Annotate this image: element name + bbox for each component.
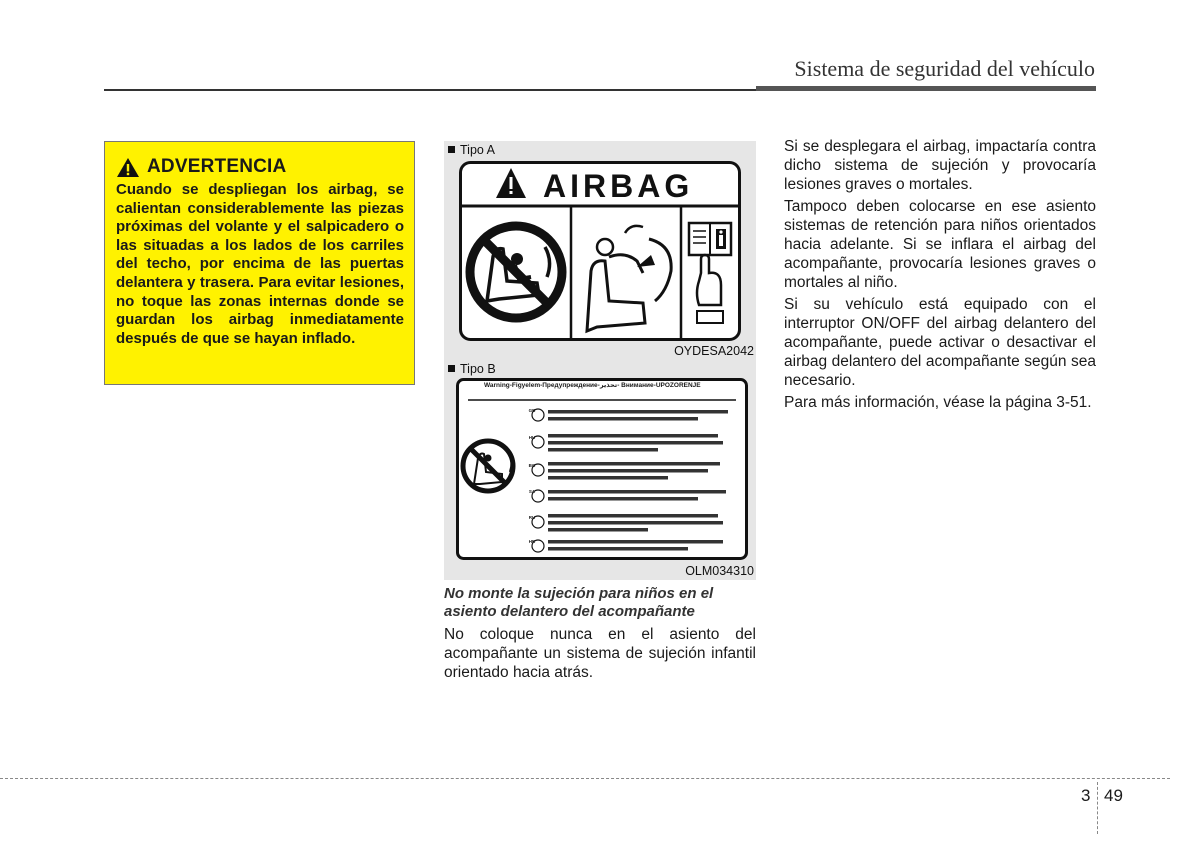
figure-b-header-text: Warning-Figyelem-Предупреждение-تحذير- Внимание-UPOZORENJE [484, 382, 701, 389]
footer-rule [0, 778, 1170, 779]
badge-gb: GB [528, 408, 536, 413]
airbag-warning-label [459, 161, 741, 341]
paragraph-2: Tampoco deben colocarse en ese asiento sistemas de retención para niños orientados hacia adelante. Si se inflara el airbag del acompañante, provocaría lesiones graves o mortales al niño. [784, 198, 1096, 291]
page-number: 49 [1104, 786, 1123, 805]
warning-header [116, 156, 404, 178]
airbag-label-text: AIRBAG [543, 168, 694, 204]
figure-type-a [444, 141, 756, 360]
figure-b-code: OLM034310 [685, 564, 754, 578]
paragraph-4: Para más información, véase la página 3-51. [784, 394, 1092, 411]
figure-a-label: Tipo A [448, 143, 495, 157]
warning-text: Cuando se despliegan los airbag, se calientan considerablemente las piezas próximas del volante y el salpicadero o las situadas a los lados de los carriles del techo, por encima de las puertas delantera y trasera. Para evitar lesiones, no toque las zonas internas donde se guardan los airbag inmediatamente después de que se hayan inflado. [116, 181, 404, 347]
badge-hr: HR [528, 539, 536, 544]
section-title: Sistema de seguridad del vehículo [794, 56, 1095, 81]
warning-box [104, 141, 415, 385]
header-rule-accent [756, 86, 1096, 91]
figure-b-label: Tipo B [448, 362, 496, 376]
badge-hu: HU [528, 435, 536, 440]
paragraph-1: Si se desplegara el airbag, impactaría contra dicho sistema de sujeción y provocaría lesiones graves o mortales. [784, 138, 1096, 193]
warning-triangle-icon [116, 157, 140, 178]
footer-divider [1097, 782, 1098, 834]
figure-a-code: OYDESA2042 [674, 344, 754, 358]
caption-title: No monte la sujeción para niños en el asiento delantero del acompañante [444, 585, 714, 620]
multilingual-airbag-label [456, 378, 748, 560]
badge-bg: BG [528, 463, 536, 468]
paragraph-3: Si su vehículo está equipado con el interruptor ON/OFF del airbag delantero del acompañante, puede activar o desactivar el airbag delantero del acompañante según sea necesario. [784, 296, 1096, 389]
figure-type-b [444, 360, 756, 580]
warning-title: ADVERTENCIA [147, 156, 287, 177]
badge-sa: SA [528, 489, 536, 494]
badge-ru: RU [528, 515, 536, 520]
caption-body: No coloque nunca en el asiento del acompañante un sistema de sujeción infantil orientado hacia atrás. [444, 626, 756, 681]
header-rule [104, 89, 756, 91]
chapter-number: 3 [1081, 786, 1091, 805]
right-column [784, 137, 1096, 415]
